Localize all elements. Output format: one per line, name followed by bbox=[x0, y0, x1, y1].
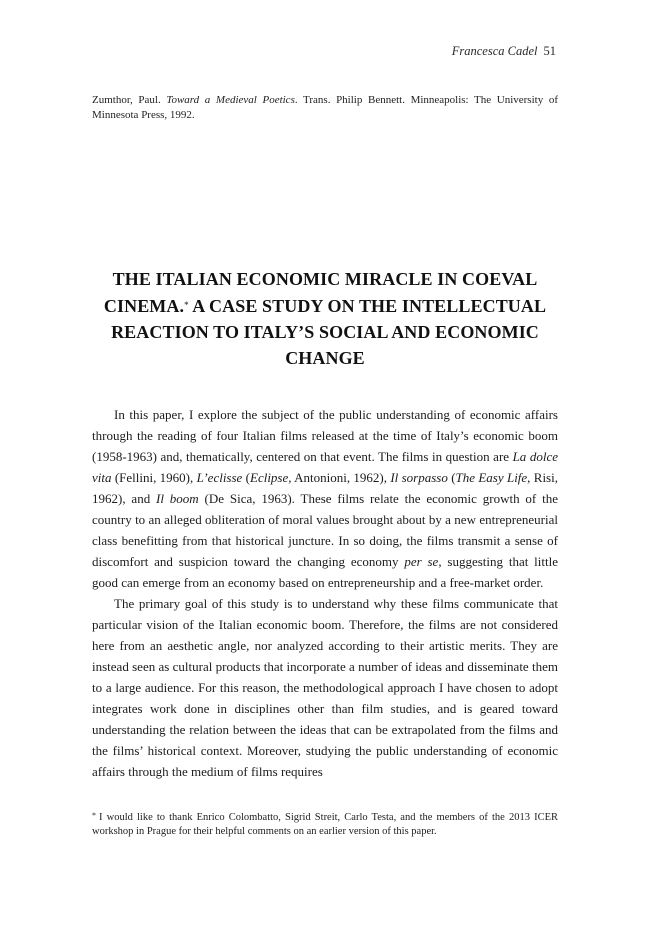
reference-author: Zumthor, Paul. bbox=[92, 94, 167, 106]
title-footnote-mark: * bbox=[184, 300, 189, 310]
text-run: (De Sica, 1963). These films relate the economic growth of the country to an alleged obliteration of moral values brought about by a new entrepreneurial class benefitting from that historical juncture. In so doing, the films transmit a sense of discomfort and suspicion toward the changing economy bbox=[92, 491, 558, 569]
reference-publication: . Trans. Philip Bennett. Minneapolis: The University of Minnesota Press, 1992. bbox=[92, 94, 558, 121]
text-run: Risi, 1962), and bbox=[92, 470, 558, 506]
article-title bbox=[86, 266, 564, 371]
film-title: Il boom bbox=[156, 491, 199, 506]
text-run: , suggesting that little good can emerge from an economy based on entrepreneurship and a free-market order. bbox=[92, 554, 558, 590]
header-author: Francesca Cadel bbox=[451, 44, 538, 58]
running-header bbox=[452, 44, 556, 59]
title-text-1: THE ITALIAN ECONOMIC MIRACLE IN COEVAL CINEMA. bbox=[103, 269, 538, 316]
text-run: In this paper, I explore the subject of the public understanding of economic affairs through the reading of four Italian films released at the time of Italy’s economic boom (1958-1963) and, thematically, centered on that event. The films in question are bbox=[92, 407, 558, 464]
footnote bbox=[92, 809, 558, 839]
film-title-english: Eclipse, bbox=[250, 470, 292, 485]
reference-book-title: Toward a Medieval Poetics bbox=[166, 94, 295, 106]
article-body bbox=[92, 404, 558, 782]
text-run: ( bbox=[242, 470, 250, 485]
footnote-mark: * bbox=[92, 811, 96, 820]
film-title: La dolce vita bbox=[92, 449, 558, 485]
paragraph-1 bbox=[92, 404, 558, 593]
text-run: Antonioni, 1962), bbox=[291, 470, 391, 485]
title-text-2: A CASE STUDY ON THE INTELLECTUAL REACTION TO ITALY’S SOCIAL AND ECONOMIC CHANGE bbox=[111, 296, 547, 368]
page-number: 51 bbox=[543, 44, 556, 58]
film-title: L’eclisse bbox=[196, 470, 243, 485]
bibliography-entry bbox=[92, 93, 558, 123]
film-title: Il sorpasso bbox=[390, 470, 448, 485]
footnote-text: I would like to thank Enrico Colombatto, Sigrid Streit, Carlo Testa, and the members of the 2013 ICER workshop in Prague for their helpful comments on an earlier version of this paper. bbox=[92, 812, 558, 837]
text-run: ( bbox=[447, 470, 456, 485]
latin-phrase: per se bbox=[404, 554, 439, 569]
text-run: (Fellini, 1960), bbox=[111, 470, 197, 485]
paragraph-2: The primary goal of this study is to understand why these films communicate that particular vision of the Italian economic boom. Therefore, the films are not considered here from an aesthetic angle, nor analyzed according to their artistic merits. They are instead seen as cultural products that incorporate a number of ideas and disseminate them to a large audience. For this reason, the methodological approach I have chosen to adopt integrates work done in disciplines other than film studies, and is geared toward understanding the relation between the ideas that can be extrapolated from the films and the films’ historical context. Moreover, studying the public understanding of economic affairs through the medium of films requires bbox=[92, 596, 558, 779]
film-title-english: The Easy Life, bbox=[455, 470, 531, 485]
